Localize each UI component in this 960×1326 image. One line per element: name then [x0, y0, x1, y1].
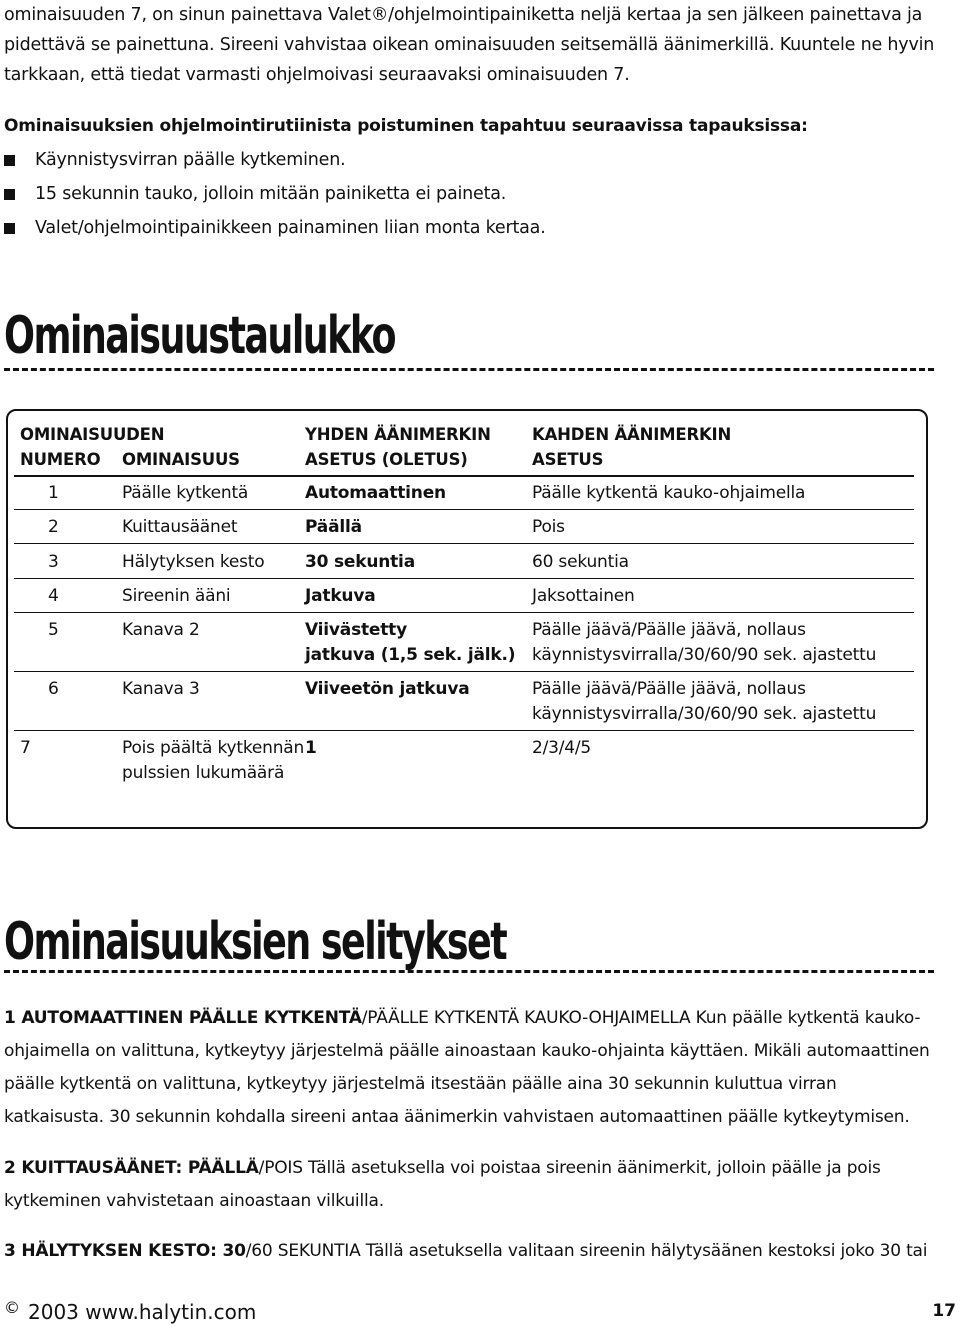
- row-two-beep: Pois: [532, 517, 565, 537]
- square-bullet-icon: [4, 155, 15, 166]
- explanation-term: 1 AUTOMAATTINEN PÄÄLLE KYTKENTÄ: [4, 1008, 362, 1028]
- exit-list: [4, 143, 546, 245]
- explanation-text: päälle kytkentä on valittuna, kytkeytyy järjestelmä itsestään päälle aina 30 sekunnin kuluttua virran: [4, 1074, 837, 1094]
- row-feature: Hälytyksen kesto: [122, 552, 265, 572]
- explanation-term: 3 HÄLYTYKSEN KESTO: 30: [4, 1241, 246, 1261]
- row-divider: [14, 671, 914, 672]
- header-one-beep-line1: YHDEN ÄÄNIMERKIN: [305, 425, 491, 444]
- square-bullet-icon: [4, 223, 15, 234]
- explanation-paragraph-3: [4, 1235, 934, 1268]
- footer-copyright: [4, 1298, 256, 1324]
- row-one-beep: Viiveetön jatkuva: [305, 679, 470, 699]
- page-number: 17: [932, 1301, 956, 1321]
- row-two-beep: käynnistysvirralla/30/60/90 sek. ajastettu: [532, 704, 877, 724]
- header-one-beep-line2: ASETUS (OLETUS): [305, 450, 468, 469]
- explanation-text: kytkeminen vahvistetaan ainoastaan vilkuilla.: [4, 1191, 384, 1211]
- row-two-beep: 2/3/4/5: [532, 738, 592, 758]
- row-two-beep: Päälle kytkentä kauko-ohjaimella: [532, 483, 806, 503]
- row-number: 7: [20, 738, 31, 758]
- explanation-text: /PÄÄLLE KYTKENTÄ KAUKO-OHJAIMELLA Kun päälle kytkentä kauko-: [361, 1008, 921, 1028]
- row-one-beep: jatkuva (1,5 sek. jälk.): [305, 645, 516, 665]
- list-item: [4, 177, 546, 211]
- list-item-text: Käynnistysvirran päälle kytkeminen.: [35, 150, 346, 170]
- row-one-beep: 1: [305, 738, 317, 758]
- header-two-beep-line1: KAHDEN ÄÄNIMERKIN: [532, 425, 732, 444]
- row-one-beep: Viivästetty: [305, 620, 407, 640]
- row-two-beep: Päälle jäävä/Päälle jäävä, nollaus: [532, 679, 806, 699]
- table-section-title: Ominaisuustaulukko: [4, 306, 396, 366]
- list-item: [4, 143, 546, 177]
- row-feature: Kanava 2: [122, 620, 200, 640]
- list-item-text: Valet/ohjelmointipainikkeen painaminen liian monta kertaa.: [35, 218, 546, 238]
- row-two-beep: 60 sekuntia: [532, 552, 629, 572]
- row-number: 2: [48, 517, 59, 537]
- row-divider: [14, 578, 914, 579]
- exit-heading: Ominaisuuksien ohjelmointirutiinista poistuminen tapahtuu seuraavissa tapauksissa:: [4, 116, 808, 136]
- intro-line: pidettävä se painettuna. Sireeni vahvistaa oikean ominaisuuden seitsemällä äänimerkillä. Kuuntele ne hyvin: [4, 35, 935, 55]
- explanation-text: ohjaimella on valittuna, kytkeytyy järjestelmä päälle ainoastaan kauko-ohjainta käyttäen. Mikäli automaattinen: [4, 1041, 930, 1061]
- dashed-divider: [4, 368, 934, 371]
- row-number: 6: [48, 679, 59, 699]
- row-one-beep: 30 sekuntia: [305, 552, 415, 572]
- list-item: [4, 211, 546, 245]
- footer-text: 2003 www.halytin.com: [28, 1300, 257, 1324]
- explanation-text: katkaisusta. 30 sekunnin kohdalla sireeni antaa äänimerkin vahvistaen automaattinen päälle kytkeytymisen.: [4, 1107, 910, 1127]
- explanation-text: /POIS Tällä asetuksella voi poistaa sireenin äänimerkit, jolloin päälle ja pois: [258, 1158, 881, 1178]
- row-number: 4: [48, 586, 59, 606]
- header-divider: [14, 475, 914, 477]
- row-two-beep: käynnistysvirralla/30/60/90 sek. ajastettu: [532, 645, 877, 665]
- row-feature: pulssien lukumäärä: [122, 763, 285, 783]
- header-feature: OMINAISUUS: [122, 450, 240, 469]
- header-two-beep-line2: ASETUS: [532, 450, 604, 469]
- row-feature: Sireenin ääni: [122, 586, 231, 606]
- intro-line: ominaisuuden 7, on sinun painettava Valet®/ohjelmointipainiketta neljä kertaa ja sen jälkeen painettava ja: [4, 5, 923, 25]
- header-number-line1: OMINAISUUDEN: [20, 425, 165, 444]
- dashed-divider: [4, 970, 934, 973]
- row-divider: [14, 543, 914, 544]
- row-two-beep: Päälle jäävä/Päälle jäävä, nollaus: [532, 620, 806, 640]
- row-feature: Pois päältä kytkennän: [122, 738, 305, 758]
- row-one-beep: Päällä: [305, 517, 362, 537]
- row-two-beep: Jaksottainen: [532, 586, 635, 606]
- explanations-title: Ominaisuuksien selitykset: [4, 912, 507, 972]
- row-number: 3: [48, 552, 59, 572]
- row-feature: Kanava 3: [122, 679, 200, 699]
- row-divider: [14, 612, 914, 613]
- row-divider: [14, 509, 914, 510]
- intro-paragraph: [4, 0, 944, 90]
- row-one-beep: Automaattinen: [305, 483, 446, 503]
- row-number: 5: [48, 620, 59, 640]
- row-feature: Päälle kytkentä: [122, 483, 249, 503]
- explanation-term: 2 KUITTAUSÄÄNET: PÄÄLLÄ: [4, 1158, 259, 1178]
- row-number: 1: [48, 483, 59, 503]
- explanation-paragraph-1: [4, 1002, 934, 1134]
- explanation-paragraph-2: [4, 1152, 934, 1218]
- row-feature: Kuittausäänet: [122, 517, 238, 537]
- list-item-text: 15 sekunnin tauko, jolloin mitään painiketta ei paineta.: [35, 184, 507, 204]
- row-one-beep: Jatkuva: [305, 586, 376, 606]
- explanation-text: /60 SEKUNTIA Tällä asetuksella valitaan sireenin hälytysäänen kestoksi joko 30 tai: [245, 1241, 928, 1261]
- header-number-line2: NUMERO: [20, 450, 101, 469]
- square-bullet-icon: [4, 189, 15, 200]
- intro-line: tarkkaan, että tiedat varmasti ohjelmoivasi seuraavaksi ominaisuuden 7.: [4, 65, 630, 85]
- copyright-symbol: ©: [4, 1298, 20, 1317]
- row-divider: [14, 730, 914, 731]
